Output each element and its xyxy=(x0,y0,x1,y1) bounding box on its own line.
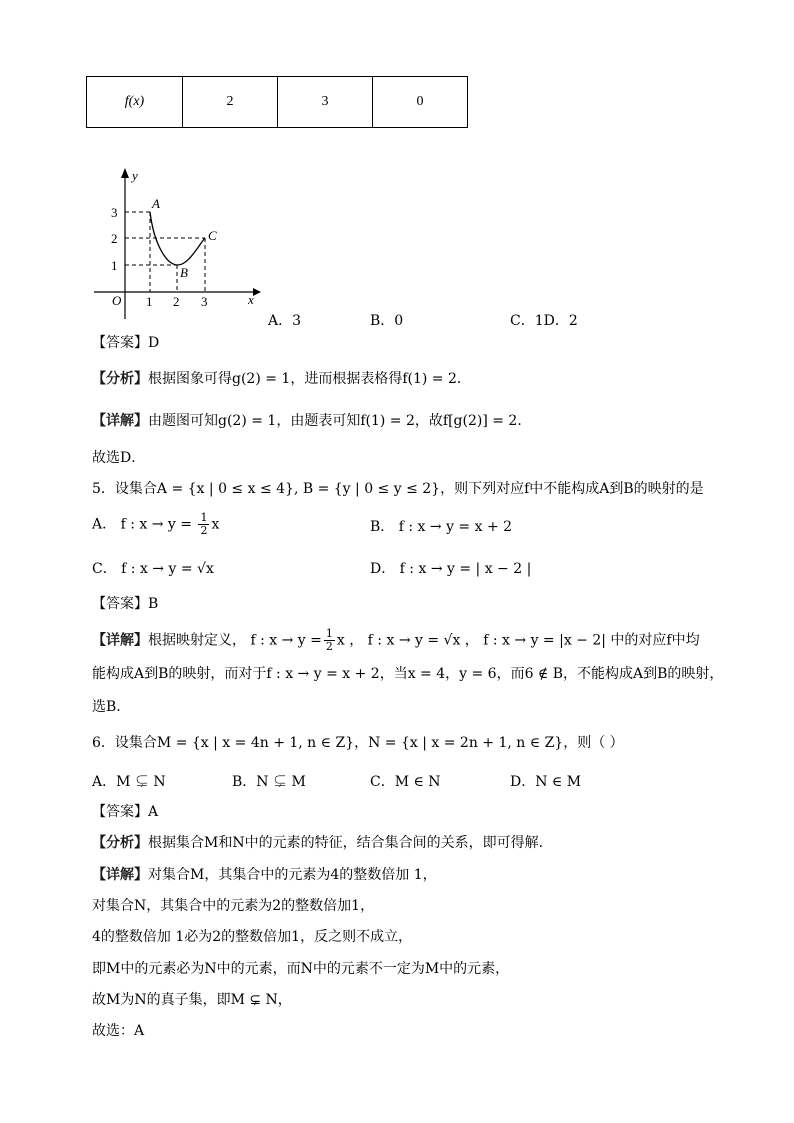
q5-option-c: C． f : x → y = √x xyxy=(92,561,214,577)
q6-option-b: B．N ⊊ M xyxy=(232,774,306,790)
detail-line: 选B. xyxy=(92,699,121,715)
detail-text: 根据映射定义， f : x → y = xyxy=(148,632,322,649)
origin-label: O xyxy=(112,293,122,308)
detail-line xyxy=(92,866,437,884)
detail-line: 故M为N的真子集，即M ⊊ N， xyxy=(92,992,292,1008)
detail-tag: 【详解】 xyxy=(92,413,148,429)
option-a: A．3 xyxy=(268,313,302,329)
q6-option-a: A．M ⊊ N xyxy=(92,774,166,790)
x-tick: 2 xyxy=(173,294,180,309)
denominator: 2 xyxy=(325,640,333,653)
q5-option-a-var: x xyxy=(211,516,220,533)
detail-line: 故选：A xyxy=(92,1023,145,1039)
detail-text: 对集合M，其集合中的元素为4的整数倍加 1， xyxy=(148,867,437,883)
answer-line: 【答案】A xyxy=(92,804,159,820)
y-tick: 2 xyxy=(111,231,118,246)
q5-option-a-text: f : x → y = xyxy=(120,516,192,533)
detail-line: 即M中的元素必为N中的元素，而N中的元素不一定为M中的元素， xyxy=(92,961,510,977)
y-tick: 3 xyxy=(111,205,118,220)
table-row xyxy=(87,77,468,128)
answer-line: 【答案】B xyxy=(92,596,159,612)
analysis-text: 根据图象可得g(2) = 1，进而根据表格得f(1) = 2． xyxy=(148,371,471,387)
option-b: B．0 xyxy=(370,313,404,329)
function-graph xyxy=(88,164,263,324)
point-label: C xyxy=(208,228,217,243)
function-table xyxy=(86,76,468,128)
y-tick: 1 xyxy=(111,258,118,273)
y-axis-label: y xyxy=(132,168,138,183)
fraction xyxy=(198,512,209,537)
table-cell: 0 xyxy=(373,77,468,128)
analysis-line xyxy=(92,370,471,388)
curve-path xyxy=(150,212,205,265)
table-cell: 2 xyxy=(183,77,278,128)
q5-option-a-prefix: A． xyxy=(92,516,117,533)
q5-option-a xyxy=(92,512,219,537)
point-label: A xyxy=(152,196,160,211)
table-cell: 3 xyxy=(278,77,373,128)
x-tick: 3 xyxy=(201,294,208,309)
question-5-stem: 5．设集合A = {x | 0 ≤ x ≤ 4}, B = {y | 0 ≤ y ≤ 2}，则下列对应f中不能构成A到B的映射的是 xyxy=(92,481,704,497)
detail-line: 能构成A到B的映射，而对于f : x → y = x + 2，当x = 4，y = 6，而6 ∉ B，不能构成A到B的映射， xyxy=(92,666,724,682)
detail-line: 对集合N，其集合中的元素为2的整数倍加1， xyxy=(92,898,375,914)
detail-text: x ， f : x → y = √x ， f : x → y = |x − 2| 中的对应f中均 xyxy=(336,632,700,649)
detail-tag: 【详解】 xyxy=(92,867,148,883)
detail-line: 4的整数倍加 1必为2的整数倍加1，反之则不成立， xyxy=(92,929,413,945)
detail-tag: 【详解】 xyxy=(92,632,148,649)
analysis-text: 根据集合M和N中的元素的特征，结合集合间的关系，即可得解. xyxy=(148,835,544,851)
x-axis-label: x xyxy=(248,292,254,307)
numerator: 1 xyxy=(200,511,208,524)
numerator: 1 xyxy=(325,627,333,640)
table-header-cell: f(x) xyxy=(87,77,183,128)
fraction xyxy=(324,628,335,653)
denominator: 2 xyxy=(200,524,208,537)
question-6-stem: 6．设集合M = {x | x = 4n + 1, n ∈ Z}，N = {x | x = 2n + 1, n ∈ Z}，则（ ） xyxy=(92,735,624,751)
option-cd: C．1D．2 xyxy=(510,313,578,329)
detail-line xyxy=(92,412,531,430)
detail-text: 由题图可知g(2) = 1，由题表可知f(1) = 2，故f[g(2)] = 2． xyxy=(148,413,532,429)
analysis-line xyxy=(92,834,543,852)
q5-option-d: D． f : x → y = | x − 2 | xyxy=(370,561,532,577)
q5-option-b: B． f : x → y = x + 2 xyxy=(370,519,513,535)
select-line: 故选D． xyxy=(92,450,146,466)
analysis-tag: 【分析】 xyxy=(92,835,148,851)
q6-option-c: C．M ∈ N xyxy=(370,774,441,790)
x-tick: 1 xyxy=(146,294,153,309)
answer-line: 【答案】D xyxy=(92,335,160,351)
detail-line xyxy=(92,628,700,653)
analysis-tag: 【分析】 xyxy=(92,371,148,387)
q6-option-d: D．N ∈ M xyxy=(510,774,582,790)
point-label: B xyxy=(180,265,188,280)
